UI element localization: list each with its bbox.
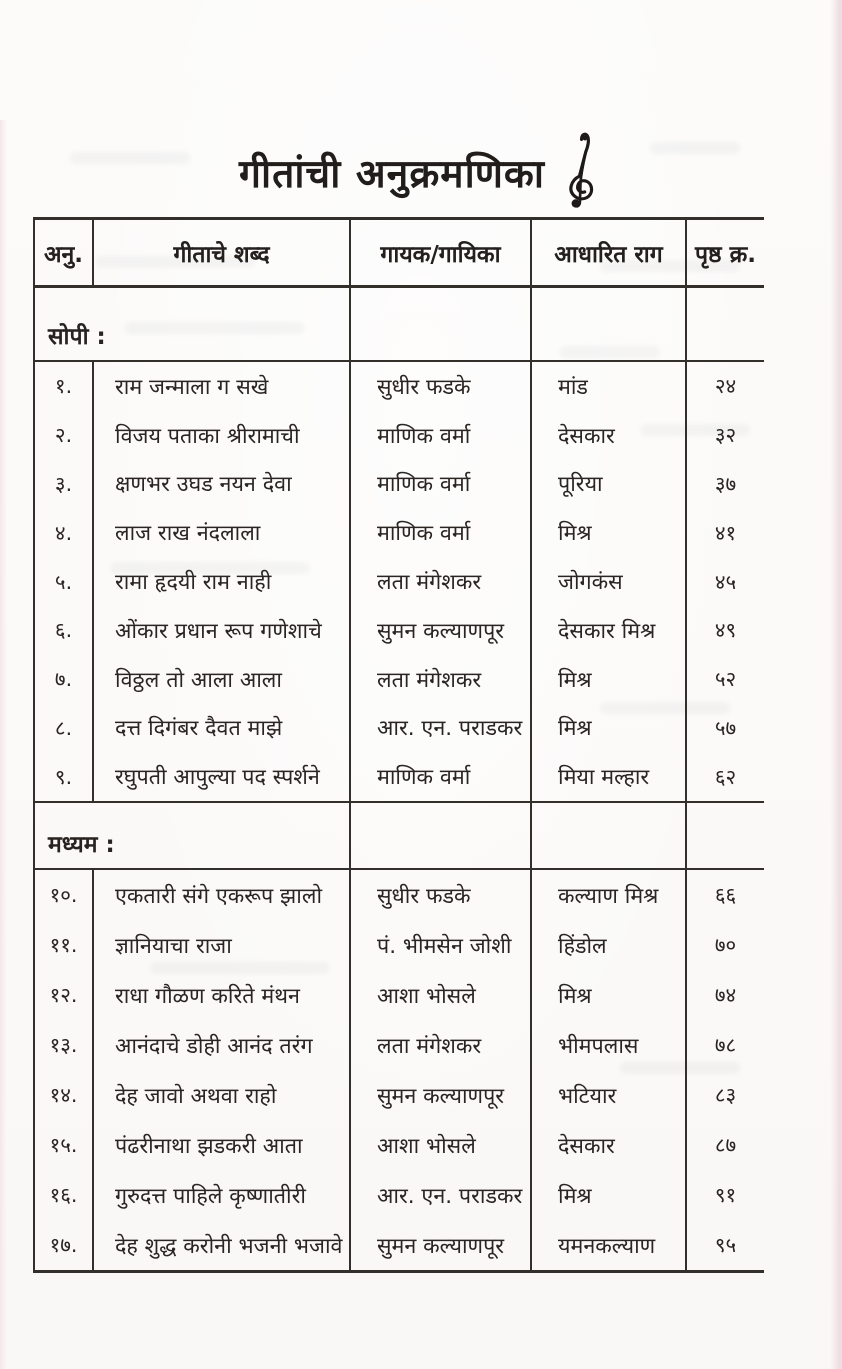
table-row bbox=[33, 557, 764, 606]
section-label: सोपी : bbox=[33, 288, 349, 360]
cell-singer: सुधीर फडके bbox=[349, 870, 530, 920]
cell-song-words: विजय पताका श्रीरामाची bbox=[92, 411, 349, 460]
cell-serial-number: १३. bbox=[33, 1020, 92, 1070]
table-row bbox=[33, 362, 764, 411]
cell-page-number: ६६ bbox=[685, 870, 764, 920]
table-row bbox=[33, 655, 764, 704]
cell-serial-number: १७. bbox=[33, 1220, 92, 1270]
page-title: गीतांची अनुक्रमणिका bbox=[239, 151, 545, 197]
cell-serial-number: ८. bbox=[33, 704, 92, 753]
table-row bbox=[33, 1020, 764, 1070]
table-row bbox=[33, 460, 764, 509]
cell-page-number: ४५ bbox=[685, 557, 764, 606]
cell-song-words: रघुपती आपुल्या पद स्पर्शने bbox=[92, 752, 349, 801]
section-header-row bbox=[33, 801, 764, 870]
cell-song-words: क्षणभर उघड नयन देवा bbox=[92, 460, 349, 509]
cell-singer: माणिक वर्मा bbox=[349, 752, 530, 801]
column-header-song: गीताचे शब्द bbox=[92, 220, 349, 285]
cell-song-words: आनंदाचे डोही आनंद तरंग bbox=[92, 1020, 349, 1070]
cell-song-words: ओंकार प्रधान रूप गणेशाचे bbox=[92, 606, 349, 655]
table-row bbox=[33, 1170, 764, 1220]
cell-raga: पूरिया bbox=[530, 460, 685, 509]
cell-singer: पं. भीमसेन जोशी bbox=[349, 920, 530, 970]
cell-song-words: राम जन्माला ग सखे bbox=[92, 362, 349, 411]
treble-clef-icon bbox=[559, 131, 603, 215]
empty-cell bbox=[349, 803, 530, 868]
empty-cell bbox=[685, 288, 764, 360]
cell-raga: देसकार मिश्र bbox=[530, 606, 685, 655]
cell-serial-number: ५. bbox=[33, 557, 92, 606]
cell-page-number: ९५ bbox=[685, 1220, 764, 1270]
cell-singer: लता मंगेशकर bbox=[349, 557, 530, 606]
column-header-page: पृष्ठ क्र. bbox=[685, 220, 764, 285]
cell-serial-number: १५. bbox=[33, 1120, 92, 1170]
table-row bbox=[33, 1070, 764, 1120]
section-header-row bbox=[33, 288, 764, 362]
empty-cell bbox=[530, 288, 685, 360]
table-row bbox=[33, 1220, 764, 1270]
column-header-raga: आधारित राग bbox=[530, 220, 685, 285]
table-row bbox=[33, 508, 764, 557]
cell-serial-number: १०. bbox=[33, 870, 92, 920]
title-band bbox=[0, 126, 842, 218]
cell-singer: लता मंगेशकर bbox=[349, 1020, 530, 1070]
table-row bbox=[33, 704, 764, 753]
cell-page-number: ४९ bbox=[685, 606, 764, 655]
cell-singer: सुधीर फडके bbox=[349, 362, 530, 411]
column-header-serial: अनु. bbox=[33, 220, 92, 285]
song-index-table bbox=[33, 217, 764, 1273]
cell-song-words: गुरुदत्त पाहिले कृष्णातीरी bbox=[92, 1170, 349, 1220]
cell-raga: मांड bbox=[530, 362, 685, 411]
cell-raga: मिश्र bbox=[530, 508, 685, 557]
cell-raga: मिश्र bbox=[530, 970, 685, 1020]
cell-song-words: विठ्ठल तो आला आला bbox=[92, 655, 349, 704]
empty-cell bbox=[685, 803, 764, 868]
cell-serial-number: ४. bbox=[33, 508, 92, 557]
cell-serial-number: ३. bbox=[33, 460, 92, 509]
cell-singer: आशा भोसले bbox=[349, 1120, 530, 1170]
column-header-singer: गायक/गायिका bbox=[349, 220, 530, 285]
cell-raga: यमनकल्याण bbox=[530, 1220, 685, 1270]
cell-song-words: ज्ञानियाचा राजा bbox=[92, 920, 349, 970]
table-row bbox=[33, 920, 764, 970]
cell-page-number: ७८ bbox=[685, 1020, 764, 1070]
cell-page-number: ८३ bbox=[685, 1070, 764, 1120]
cell-singer: आर. एन. पराडकर bbox=[349, 1170, 530, 1220]
cell-singer: आर. एन. पराडकर bbox=[349, 704, 530, 753]
cell-serial-number: ११. bbox=[33, 920, 92, 970]
table-row bbox=[33, 870, 764, 920]
cell-serial-number: १. bbox=[33, 362, 92, 411]
cell-singer: माणिक वर्मा bbox=[349, 411, 530, 460]
cell-page-number: ६२ bbox=[685, 752, 764, 801]
cell-serial-number: २. bbox=[33, 411, 92, 460]
cell-song-words: देह शुद्ध करोनी भजनी भजावे bbox=[92, 1220, 349, 1270]
cell-raga: मिश्र bbox=[530, 704, 685, 753]
cell-singer: लता मंगेशकर bbox=[349, 655, 530, 704]
cell-page-number: ३२ bbox=[685, 411, 764, 460]
cell-serial-number: १६. bbox=[33, 1170, 92, 1220]
cell-raga: देसकार bbox=[530, 411, 685, 460]
cell-raga: मिया मल्हार bbox=[530, 752, 685, 801]
table-row bbox=[33, 752, 764, 801]
cell-song-words: राधा गौळण करिते मंथन bbox=[92, 970, 349, 1020]
cell-serial-number: १२. bbox=[33, 970, 92, 1020]
cell-singer: सुमन कल्याणपूर bbox=[349, 1070, 530, 1120]
cell-singer: सुमन कल्याणपूर bbox=[349, 606, 530, 655]
cell-page-number: २४ bbox=[685, 362, 764, 411]
cell-serial-number: ६. bbox=[33, 606, 92, 655]
cell-page-number: ८७ bbox=[685, 1120, 764, 1170]
cell-raga: कल्याण मिश्र bbox=[530, 870, 685, 920]
cell-page-number: ५२ bbox=[685, 655, 764, 704]
cell-song-words: पंढरीनाथा झडकरी आता bbox=[92, 1120, 349, 1170]
section-label: मध्यम : bbox=[33, 803, 349, 868]
cell-song-words: देह जावो अथवा राहो bbox=[92, 1070, 349, 1120]
cell-singer: माणिक वर्मा bbox=[349, 508, 530, 557]
cell-serial-number: ७. bbox=[33, 655, 92, 704]
table-row bbox=[33, 1120, 764, 1170]
table-row bbox=[33, 411, 764, 460]
cell-raga: मिश्र bbox=[530, 1170, 685, 1220]
cell-raga: जोगकंस bbox=[530, 557, 685, 606]
cell-song-words: रामा हृदयी राम नाही bbox=[92, 557, 349, 606]
cell-song-words: दत्त दिगंबर दैवत माझे bbox=[92, 704, 349, 753]
empty-cell bbox=[349, 288, 530, 360]
cell-page-number: ७० bbox=[685, 920, 764, 970]
cell-singer: आशा भोसले bbox=[349, 970, 530, 1020]
table-row bbox=[33, 606, 764, 655]
cell-raga: देसकार bbox=[530, 1120, 685, 1170]
cell-page-number: ४१ bbox=[685, 508, 764, 557]
cell-serial-number: ९. bbox=[33, 752, 92, 801]
cell-page-number: ९१ bbox=[685, 1170, 764, 1220]
cell-page-number: ३७ bbox=[685, 460, 764, 509]
cell-page-number: ५७ bbox=[685, 704, 764, 753]
empty-cell bbox=[530, 803, 685, 868]
cell-raga: भटियार bbox=[530, 1070, 685, 1120]
page-edge-tint-left bbox=[0, 120, 7, 1369]
cell-song-words: लाज राख नंदलाला bbox=[92, 508, 349, 557]
cell-singer: माणिक वर्मा bbox=[349, 460, 530, 509]
cell-serial-number: १४. bbox=[33, 1070, 92, 1120]
cell-page-number: ७४ bbox=[685, 970, 764, 1020]
table-header-row bbox=[33, 217, 764, 288]
cell-raga: भीमपलास bbox=[530, 1020, 685, 1070]
cell-song-words: एकतारी संगे एकरूप झालो bbox=[92, 870, 349, 920]
table-row bbox=[33, 970, 764, 1020]
cell-singer: सुमन कल्याणपूर bbox=[349, 1220, 530, 1270]
cell-raga: मिश्र bbox=[530, 655, 685, 704]
cell-raga: हिंडोल bbox=[530, 920, 685, 970]
